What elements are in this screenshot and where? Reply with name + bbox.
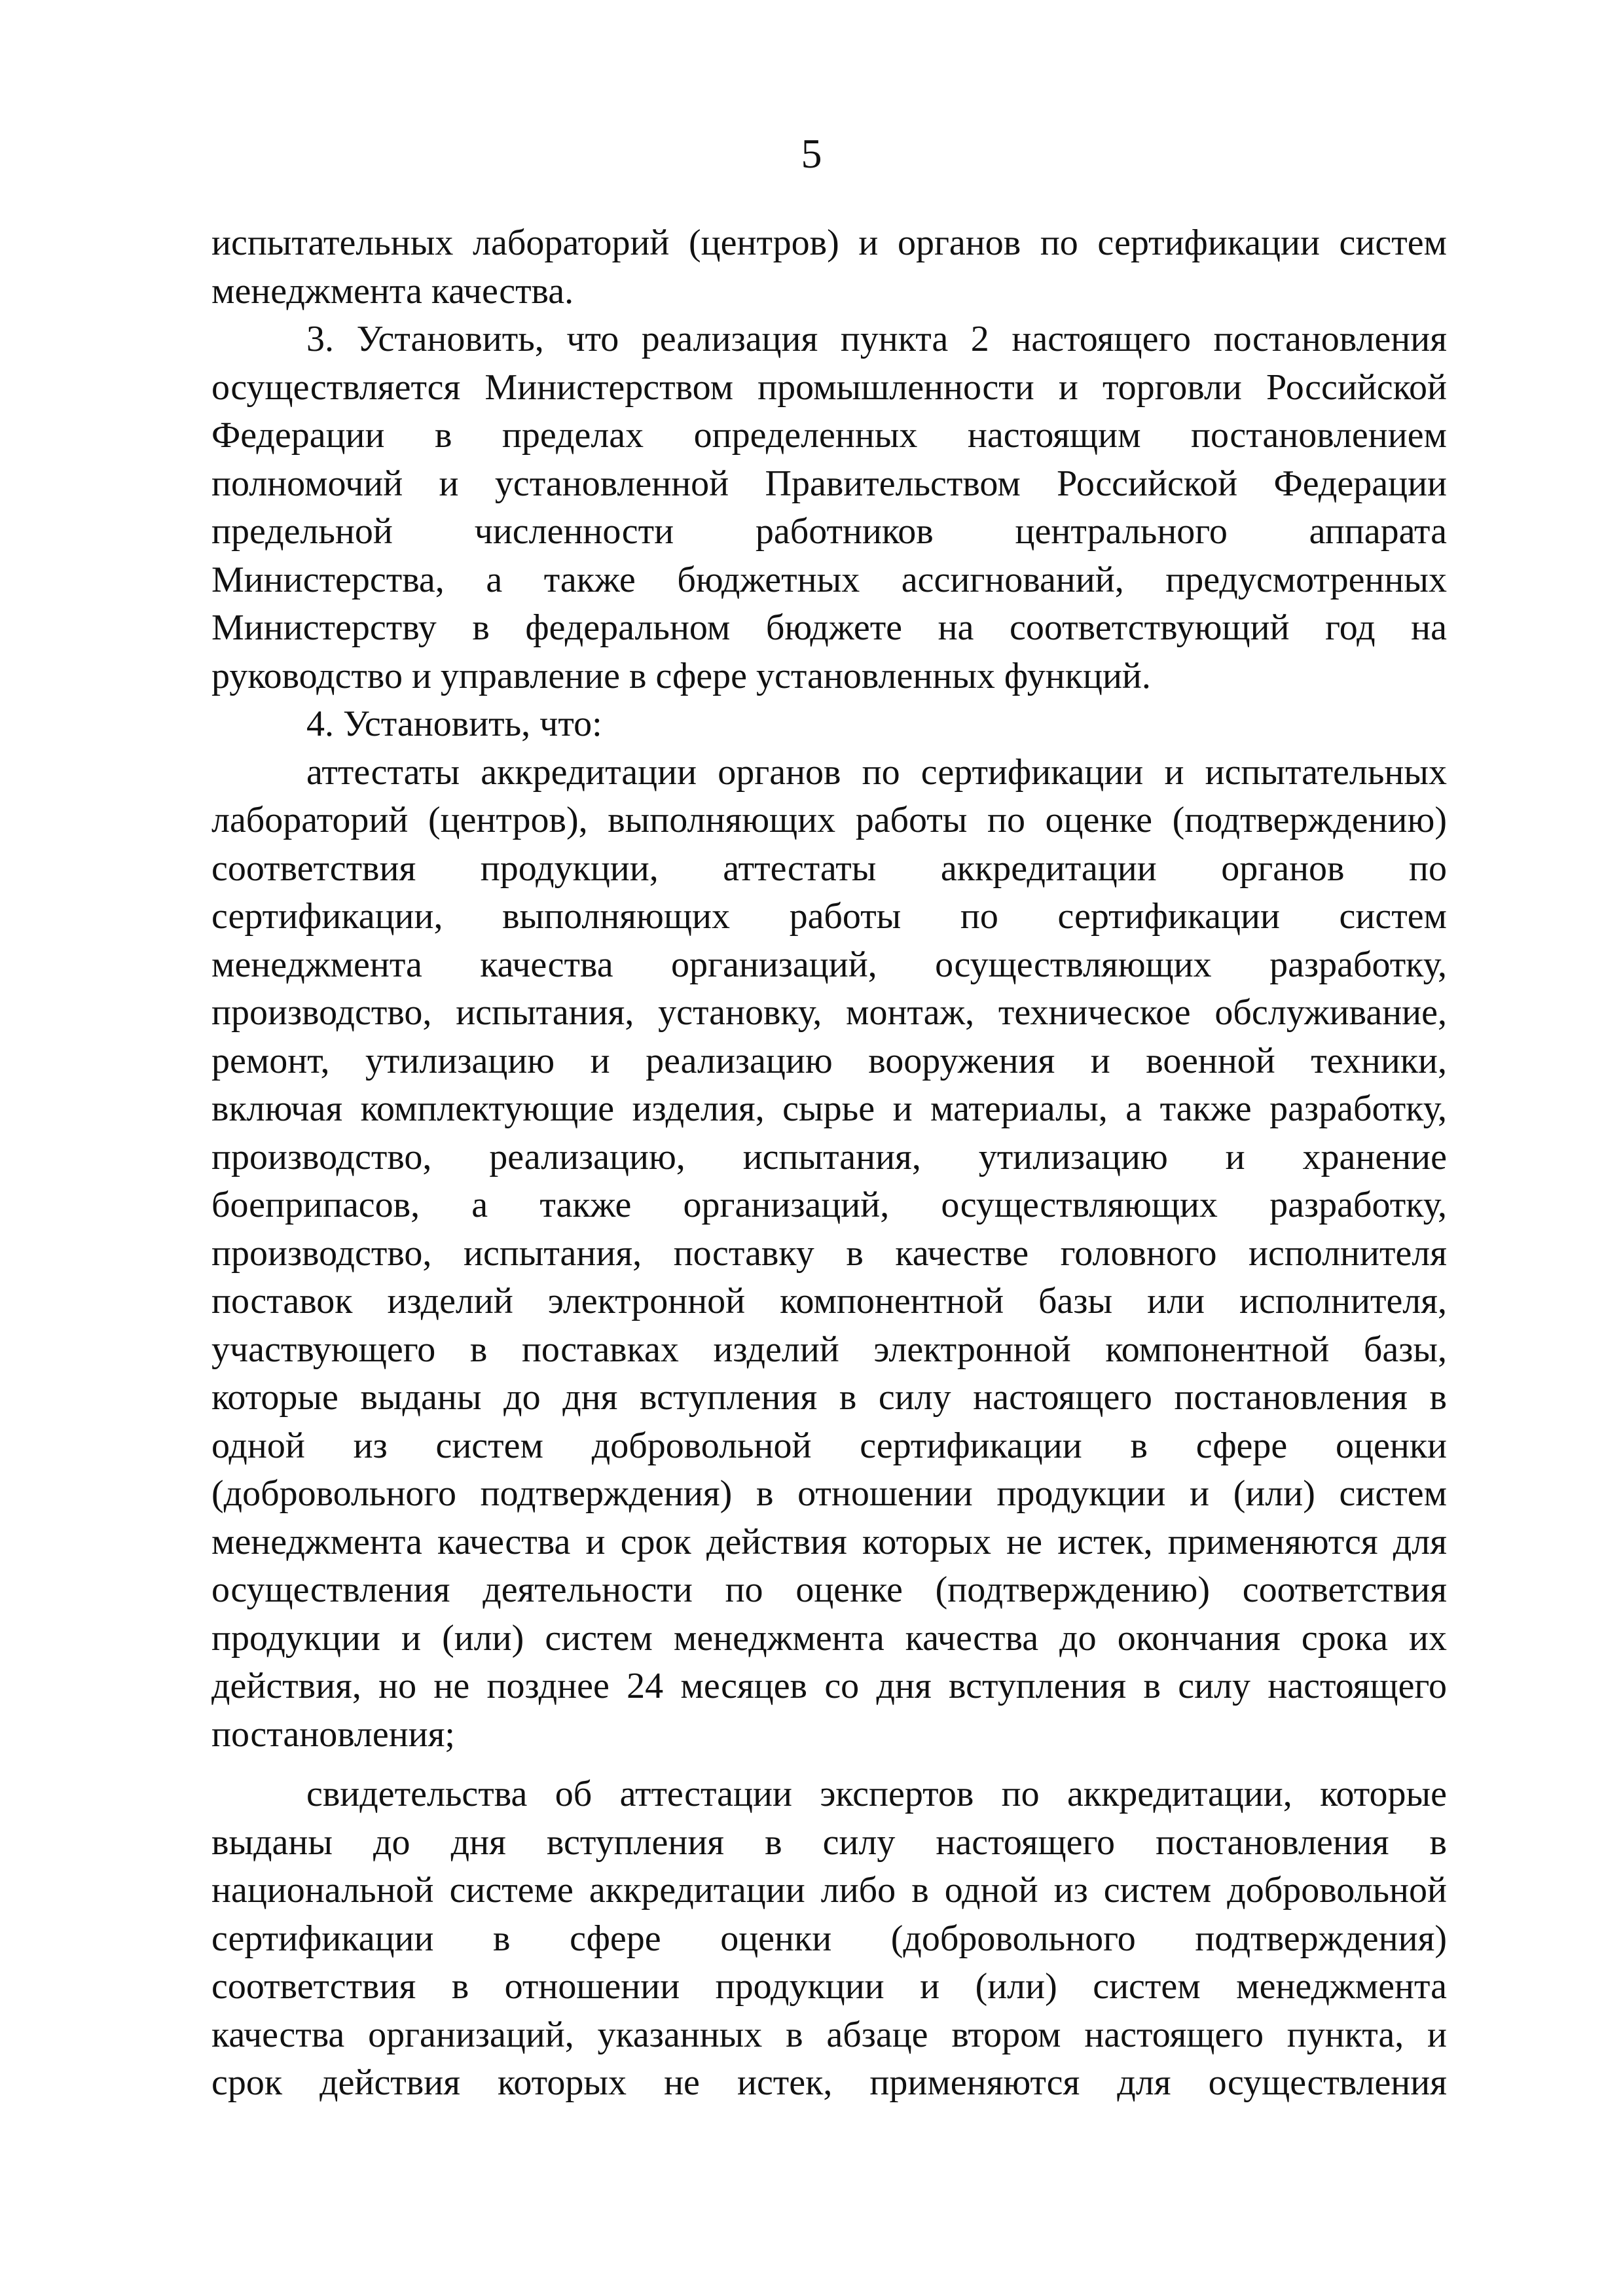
text-line: менеджмента качества.: [211, 270, 574, 312]
subparagraph-1-start: аттестаты аккредитации органов по сертификации и испытательных: [306, 751, 1447, 793]
text-line: ремонт, утилизацию и реализацию вооружения и военной техники,: [211, 1040, 1447, 1081]
text-line: производство, испытания, поставку в качестве головного исполнителя: [211, 1232, 1447, 1274]
text-line: включая комплектующие изделия, сырье и материалы, а также разработку,: [211, 1088, 1447, 1129]
text-line: выданы до дня вступления в силу настоящего постановления в: [211, 1821, 1447, 1863]
paragraph-4-start: 4. Установить, что:: [306, 704, 602, 744]
text-line: участвующего в поставках изделий электронной компонентной базы,: [211, 1329, 1447, 1370]
document-body: [211, 219, 1447, 2108]
text-line: руководство и управление в сфере установленных функций.: [211, 655, 1151, 696]
text-line: национальной системе аккредитации либо в одной из систем добровольной: [211, 1870, 1447, 1910]
text-line: лабораторий (центров), выполняющих работы по оценке (подтверждению): [211, 800, 1447, 840]
text-line: соответствия в отношении продукции и (или) систем менеджмента: [211, 1966, 1447, 2007]
text-line: предельной численности работников центрального аппарата: [211, 511, 1447, 552]
text-line: поставок изделий электронной компонентной базы или исполнителя,: [211, 1281, 1447, 1321]
text-line: качества организаций, указанных в абзаце втором настоящего пункта, и: [211, 2014, 1447, 2055]
text-line: производство, испытания, установку, монтаж, техническое обслуживание,: [211, 992, 1447, 1033]
text-line: срок действия которых не истек, применяются для осуществления: [211, 2062, 1447, 2103]
text-line: которые выданы до дня вступления в силу настоящего постановления в: [211, 1377, 1447, 1418]
text-line: сертификации, выполняющих работы по сертификации систем: [211, 896, 1447, 937]
text-line: постановления;: [211, 1713, 455, 1755]
text-line: действия, но не позднее 24 месяцев со дня вступления в силу настоящего: [211, 1666, 1447, 1706]
paragraph-3-start: 3. Установить, что реализация пункта 2 настоящего постановления: [306, 319, 1447, 359]
text-line: осуществления деятельности по оценке (подтверждению) соответствия: [211, 1570, 1447, 1610]
text-line: полномочий и установленной Правительством Российской Федерации: [211, 463, 1447, 504]
text-line: продукции и (или) систем менеджмента качества до окончания срока их: [211, 1617, 1447, 1659]
text-line: Министерства, а также бюджетных ассигнований, предусмотренных: [211, 559, 1447, 600]
text-line: испытательных лабораторий (центров) и органов по сертификации систем: [211, 223, 1447, 263]
subparagraph-2-start: свидетельства об аттестации экспертов по аккредитации, которые: [306, 1774, 1447, 1814]
text-line: соответствия продукции, аттестаты аккредитации органов по: [211, 848, 1447, 889]
page-number: 5: [801, 130, 822, 177]
text-line: (добровольного подтверждения) в отношении продукции и (или) систем: [211, 1473, 1447, 1514]
text-line: производство, реализацию, испытания, утилизацию и хранение: [211, 1136, 1447, 1177]
text-line: менеджмента качества и срок действия которых не истек, применяются для: [211, 1521, 1447, 1562]
text-line: Федерации в пределах определенных настоящим постановлением: [211, 415, 1447, 456]
text-line: Министерству в федеральном бюджете на соответствующий год на: [211, 607, 1447, 648]
text-line: боеприпасов, а также организаций, осуществляющих разработку,: [211, 1185, 1447, 1225]
text-line: осуществляется Министерством промышленности и торговли Российской: [211, 367, 1447, 408]
text-line: сертификации в сфере оценки (добровольного подтверждения): [211, 1918, 1447, 1959]
text-line: одной из систем добровольной сертификации в сфере оценки: [211, 1425, 1447, 1466]
text-line: менеджмента качества организаций, осуществляющих разработку,: [211, 944, 1447, 985]
